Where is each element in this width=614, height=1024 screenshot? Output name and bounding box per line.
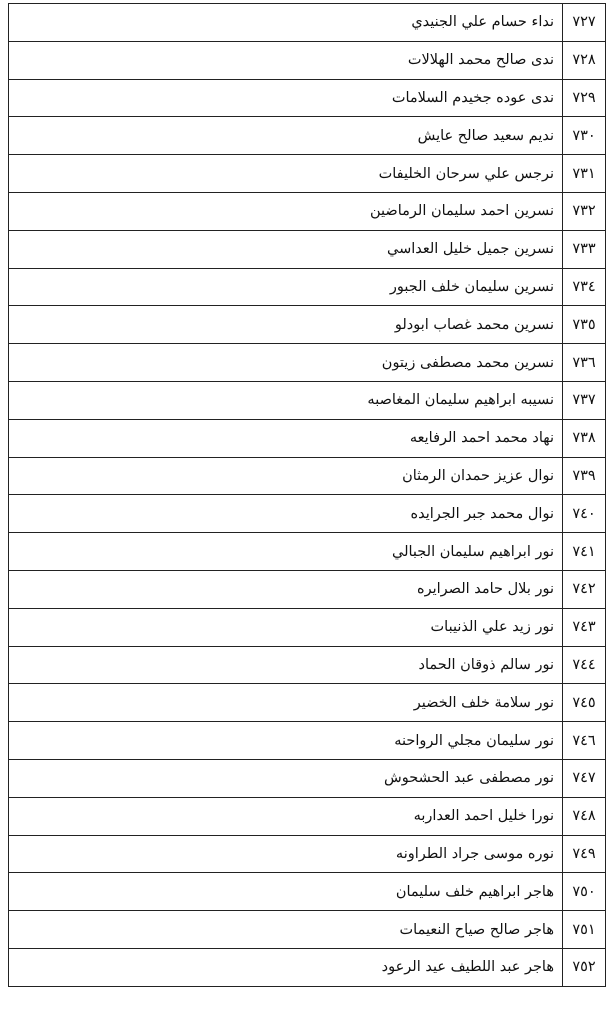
person-name-cell: نسرين احمد سليمان الرماضين: [9, 192, 563, 230]
person-name-cell: نسيبه ابراهيم سليمان المغاصبه: [9, 381, 563, 419]
row-number-cell: ٧٤٧: [563, 759, 606, 797]
table-row: [9, 155, 606, 193]
table-row: [9, 570, 606, 608]
table-row: [9, 344, 606, 382]
row-number-cell: ٧٢٨: [563, 41, 606, 79]
person-name-cell: نسرين سليمان خلف الجبور: [9, 268, 563, 306]
person-name-cell: نوال عزيز حمدان الرمثان: [9, 457, 563, 495]
row-number-cell: ٧٥٠: [563, 873, 606, 911]
table-row: [9, 381, 606, 419]
names-table-body: [9, 4, 606, 987]
row-number-cell: ٧٥٢: [563, 948, 606, 986]
table-row: [9, 608, 606, 646]
row-number-cell: ٧٣٨: [563, 419, 606, 457]
row-number-cell: ٧٣٥: [563, 306, 606, 344]
table-row: [9, 306, 606, 344]
table-row: [9, 684, 606, 722]
row-number-cell: ٧٤٦: [563, 722, 606, 760]
row-number-cell: ٧٣٣: [563, 230, 606, 268]
table-row: [9, 911, 606, 949]
table-row: [9, 759, 606, 797]
person-name-cell: نرجس علي سرحان الخليفات: [9, 155, 563, 193]
person-name-cell: نداء حسام علي الجنيدي: [9, 4, 563, 42]
row-number-cell: ٧٣١: [563, 155, 606, 193]
document-page: [8, 3, 606, 987]
row-number-cell: ٧٤٠: [563, 495, 606, 533]
row-number-cell: ٧٣٧: [563, 381, 606, 419]
table-row: [9, 4, 606, 42]
table-row: [9, 495, 606, 533]
table-row: [9, 419, 606, 457]
person-name-cell: نور بلال حامد الصرايره: [9, 570, 563, 608]
person-name-cell: نور سالم ذوقان الحماد: [9, 646, 563, 684]
person-name-cell: هاجر ابراهيم خلف سليمان: [9, 873, 563, 911]
person-name-cell: نور مصطفى عبد الحشحوش: [9, 759, 563, 797]
person-name-cell: ندى عوده جخيدم السلامات: [9, 79, 563, 117]
row-number-cell: ٧٣٦: [563, 344, 606, 382]
row-number-cell: ٧٤٥: [563, 684, 606, 722]
row-number-cell: ٧٢٩: [563, 79, 606, 117]
person-name-cell: ندى صالح محمد الهلالات: [9, 41, 563, 79]
table-row: [9, 192, 606, 230]
person-name-cell: نسرين جميل خليل العداسي: [9, 230, 563, 268]
person-name-cell: هاجر صالح صياح النعيمات: [9, 911, 563, 949]
table-row: [9, 722, 606, 760]
person-name-cell: نور سليمان مجلي الرواحنه: [9, 722, 563, 760]
row-number-cell: ٧٤٣: [563, 608, 606, 646]
table-row: [9, 948, 606, 986]
person-name-cell: هاجر عبد اللطيف عيد الرعود: [9, 948, 563, 986]
person-name-cell: نسرين محمد مصطفى زيتون: [9, 344, 563, 382]
row-number-cell: ٧٤٩: [563, 835, 606, 873]
person-name-cell: نسرين محمد غصاب ابودلو: [9, 306, 563, 344]
table-row: [9, 230, 606, 268]
person-name-cell: نديم سعيد صالح عايش: [9, 117, 563, 155]
row-number-cell: ٧٣٤: [563, 268, 606, 306]
person-name-cell: نور زيد علي الذنيبات: [9, 608, 563, 646]
row-number-cell: ٧٤١: [563, 533, 606, 571]
table-row: [9, 873, 606, 911]
person-name-cell: نوره موسى جراد الطراونه: [9, 835, 563, 873]
row-number-cell: ٧٤٤: [563, 646, 606, 684]
names-table: [8, 3, 606, 987]
row-number-cell: ٧٢٧: [563, 4, 606, 42]
row-number-cell: ٧٤٨: [563, 797, 606, 835]
row-number-cell: ٧٣٩: [563, 457, 606, 495]
table-row: [9, 268, 606, 306]
table-row: [9, 79, 606, 117]
row-number-cell: ٧٣٠: [563, 117, 606, 155]
person-name-cell: نورا خليل احمد العداربه: [9, 797, 563, 835]
table-row: [9, 533, 606, 571]
row-number-cell: ٧٤٢: [563, 570, 606, 608]
person-name-cell: نوال محمد جبر الجرايده: [9, 495, 563, 533]
table-row: [9, 835, 606, 873]
row-number-cell: ٧٥١: [563, 911, 606, 949]
table-row: [9, 646, 606, 684]
row-number-cell: ٧٣٢: [563, 192, 606, 230]
table-row: [9, 457, 606, 495]
person-name-cell: نهاد محمد احمد الرفايعه: [9, 419, 563, 457]
table-row: [9, 797, 606, 835]
person-name-cell: نور ابراهيم سليمان الجبالي: [9, 533, 563, 571]
table-row: [9, 41, 606, 79]
person-name-cell: نور سلامة خلف الخضير: [9, 684, 563, 722]
table-row: [9, 117, 606, 155]
